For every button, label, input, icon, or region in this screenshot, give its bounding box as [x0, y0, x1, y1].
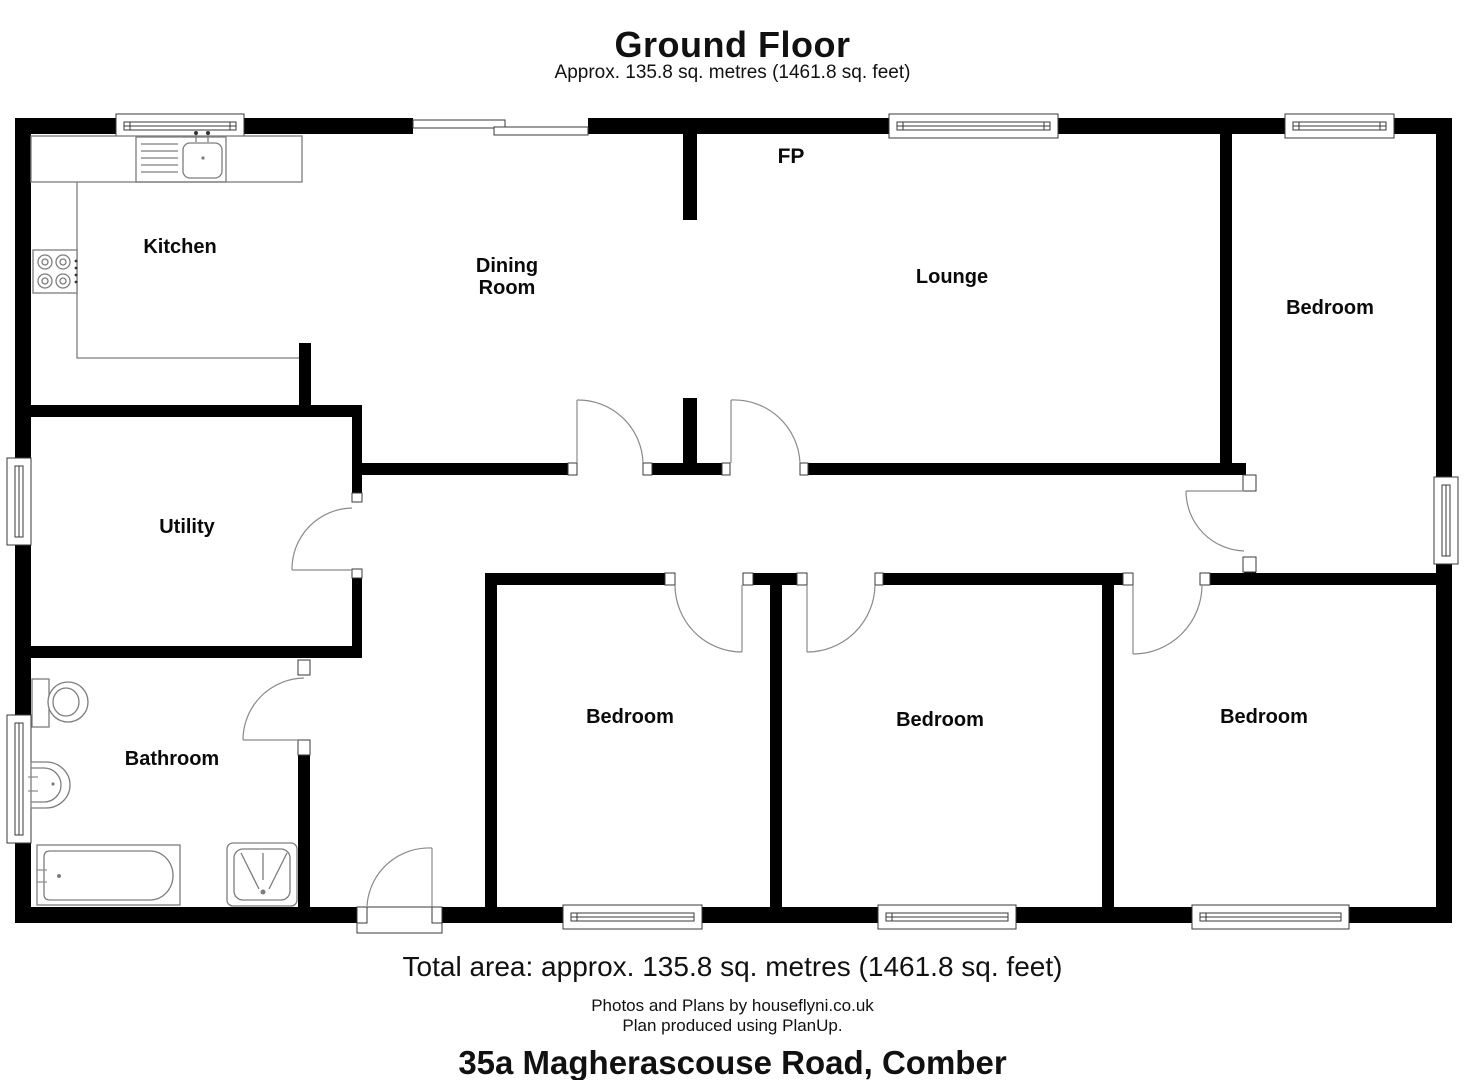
- room-label-dining-line2: Room: [478, 277, 536, 299]
- door-front-entrance: [357, 848, 442, 933]
- page-subtitle: Approx. 135.8 sq. metres (1461.8 sq. feet): [554, 62, 911, 83]
- toilet: [32, 679, 88, 727]
- room-label-bathroom: Bathroom: [124, 748, 220, 770]
- credit-line-2: Plan produced using PlanUp.: [622, 1016, 843, 1035]
- interior-walls: [15, 134, 1440, 907]
- total-area-text: Total area: approx. 135.8 sq. metres (1461.8 sq. feet): [402, 951, 1063, 982]
- room-label-bedroom-left: Bedroom: [586, 706, 674, 728]
- window-lounge: [889, 114, 1058, 138]
- room-label-utility: Utility: [159, 516, 215, 538]
- window-dining-strips: [413, 120, 588, 135]
- window-bedroom-left-bottom: [563, 905, 702, 929]
- bathroom-fixtures: [28, 679, 297, 906]
- door-bedroom-top-right: [1186, 475, 1256, 572]
- room-label-lounge: Lounge: [915, 266, 989, 288]
- room-label-bedroom-right: Bedroom: [1220, 706, 1308, 728]
- room-label-kitchen: Kitchen: [143, 236, 217, 258]
- window-utility-left: [7, 458, 31, 545]
- kitchen-hob: [33, 250, 77, 293]
- door-bedroom-left: [665, 573, 753, 652]
- shower: [227, 843, 297, 906]
- door-dining: [568, 400, 652, 475]
- windows: [7, 114, 1458, 929]
- credit-line-1: Photos and Plans by houseflyni.co.uk: [591, 996, 874, 1015]
- window-bathroom-left: [7, 715, 31, 843]
- room-labels: [125, 145, 1374, 770]
- bathtub: [37, 845, 180, 905]
- door-lounge: [722, 400, 808, 475]
- door-bedroom-middle: [797, 573, 883, 652]
- window-right-wall: [1434, 477, 1458, 564]
- door-bathroom: [243, 660, 310, 755]
- property-address: 35a Magherascouse Road, Comber: [458, 1044, 1007, 1080]
- kitchen-boundary-line: [77, 182, 299, 358]
- window-kitchen: [116, 114, 244, 138]
- page-title: Ground Floor: [614, 24, 851, 65]
- kitchen-counter: [31, 136, 302, 182]
- window-bedroom-top-right: [1285, 114, 1394, 138]
- room-label-dining-line1: Dining: [475, 255, 539, 277]
- window-bedroom-middle-bottom: [878, 905, 1016, 929]
- washbasin: [28, 762, 70, 808]
- door-bedroom-right: [1123, 573, 1210, 654]
- room-label-bedroom-top-right: Bedroom: [1286, 297, 1374, 319]
- room-label-bedroom-middle: Bedroom: [896, 709, 984, 731]
- door-utility: [292, 493, 362, 578]
- window-bedroom-right-bottom: [1192, 905, 1349, 929]
- exterior-walls: [15, 118, 1452, 923]
- fireplace-label: FP: [777, 145, 805, 168]
